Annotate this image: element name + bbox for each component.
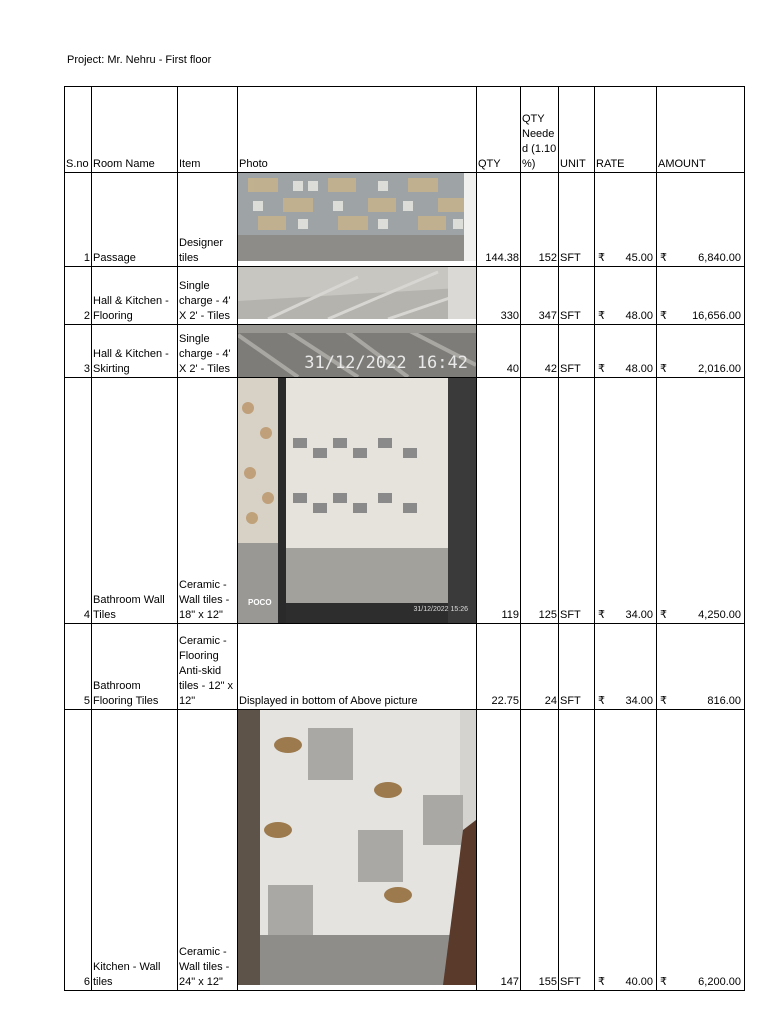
cell-amount [657, 378, 745, 624]
cell-qty-needed: 347 [521, 267, 559, 325]
cell-item: Ceramic - Flooring Anti-skid tiles - 12" x 12" [178, 624, 238, 710]
table-row [65, 173, 745, 267]
currency-symbol: ₹ [660, 609, 667, 621]
cell-qty-needed: 125 [521, 378, 559, 624]
rate-value: 40.00 [625, 976, 653, 988]
currency-symbol: ₹ [660, 310, 667, 322]
cell-room: Kitchen - Wall tiles [92, 710, 178, 991]
cell-amount [657, 325, 745, 378]
header-unit: UNIT [559, 87, 595, 173]
cell-room: Passage [92, 173, 178, 267]
cell-rate [595, 378, 657, 624]
table-row [65, 624, 745, 710]
rate-value: 34.00 [625, 609, 653, 621]
currency-symbol: ₹ [598, 609, 605, 621]
cell-amount [657, 710, 745, 991]
header-amount: AMOUNT [657, 87, 745, 173]
rate-value: 48.00 [625, 310, 653, 322]
table-row [65, 710, 745, 991]
cell-sno: 4 [65, 378, 92, 624]
currency-symbol: ₹ [660, 252, 667, 264]
currency-symbol: ₹ [660, 363, 667, 375]
cell-item: Single charge - 4' X 2' - Tiles [178, 267, 238, 325]
cell-rate [595, 624, 657, 710]
cell-room: Bathroom Flooring Tiles [92, 624, 178, 710]
cell-unit: SFT [559, 173, 595, 267]
header-qty: QTY [477, 87, 521, 173]
currency-symbol: ₹ [660, 976, 667, 988]
cell-amount [657, 624, 745, 710]
cell-qty: 330 [477, 267, 521, 325]
cell-qty: 144.38 [477, 173, 521, 267]
rate-value: 45.00 [625, 252, 653, 264]
header-rate: RATE [595, 87, 657, 173]
table-row [65, 267, 745, 325]
cell-sno: 2 [65, 267, 92, 325]
project-title: Project: Mr. Nehru - First floor [67, 54, 212, 66]
currency-symbol: ₹ [598, 363, 605, 375]
cell-qty: 22.75 [477, 624, 521, 710]
tile-estimate-table [64, 86, 745, 991]
header-sno: S.no [65, 87, 92, 173]
cell-qty-needed: 24 [521, 624, 559, 710]
photo-bathroom-wall [238, 378, 477, 624]
cell-sno: 1 [65, 173, 92, 267]
amount-value: 2,016.00 [698, 363, 741, 375]
currency-symbol: ₹ [598, 695, 605, 707]
kitchen-wall-tiles-image [238, 710, 476, 985]
photo-hall-skirting [238, 325, 477, 378]
rate-value: 34.00 [625, 695, 653, 707]
photo-timestamp: 31/12/2022 15:26 [413, 606, 468, 613]
cell-rate [595, 710, 657, 991]
amount-value: 4,250.00 [698, 609, 741, 621]
cell-amount [657, 173, 745, 267]
cell-item: Single charge - 4' X 2' - Tiles [178, 325, 238, 378]
currency-symbol: ₹ [598, 252, 605, 264]
photo-timestamp: 31/12/2022 16:42 [304, 353, 468, 373]
cell-rate [595, 325, 657, 378]
amount-value: 6,840.00 [698, 252, 741, 264]
cell-item: Ceramic - Wall tiles - 18" x 12" [178, 378, 238, 624]
flooring-tiles-image [238, 267, 476, 319]
cell-unit: SFT [559, 325, 595, 378]
amount-value: 16,656.00 [692, 310, 741, 322]
bathroom-wall-tiles-image [238, 378, 476, 623]
currency-symbol: ₹ [598, 310, 605, 322]
cell-unit: SFT [559, 267, 595, 325]
cell-rate [595, 173, 657, 267]
cell-qty-needed: 155 [521, 710, 559, 991]
cell-item: Designer tiles [178, 173, 238, 267]
header-row [65, 87, 745, 173]
photo-note: Displayed in bottom of Above picture [238, 624, 477, 710]
cell-qty-needed: 152 [521, 173, 559, 267]
amount-value: 6,200.00 [698, 976, 741, 988]
currency-symbol: ₹ [660, 695, 667, 707]
cell-unit: SFT [559, 378, 595, 624]
photo-kitchen-wall [238, 710, 477, 991]
cell-room: Bathroom Wall Tiles [92, 378, 178, 624]
currency-symbol: ₹ [598, 976, 605, 988]
cell-amount [657, 267, 745, 325]
cell-qty: 119 [477, 378, 521, 624]
header-qty-needed: QTY Neede d (1.10 %) [521, 87, 559, 173]
cell-qty: 147 [477, 710, 521, 991]
table-row [65, 325, 745, 378]
table-row [65, 378, 745, 624]
header-item: Item [178, 87, 238, 173]
photo-hall-flooring [238, 267, 477, 325]
cell-room: Hall & Kitchen - Flooring [92, 267, 178, 325]
cell-sno: 6 [65, 710, 92, 991]
cell-unit: SFT [559, 710, 595, 991]
designer-tiles-image [238, 173, 476, 261]
cell-item: Ceramic - Wall tiles - 24" x 12" [178, 710, 238, 991]
cell-sno: 3 [65, 325, 92, 378]
cell-qty-needed: 42 [521, 325, 559, 378]
rate-value: 48.00 [625, 363, 653, 375]
photo-passage-tiles [238, 173, 477, 267]
cell-unit: SFT [559, 624, 595, 710]
cell-room: Hall & Kitchen - Skirting [92, 325, 178, 378]
cell-qty: 40 [477, 325, 521, 378]
cell-sno: 5 [65, 624, 92, 710]
cell-rate [595, 267, 657, 325]
header-room: Room Name [92, 87, 178, 173]
header-photo: Photo [238, 87, 477, 173]
amount-value: 816.00 [707, 695, 741, 707]
camera-brand: POCO [248, 598, 272, 607]
